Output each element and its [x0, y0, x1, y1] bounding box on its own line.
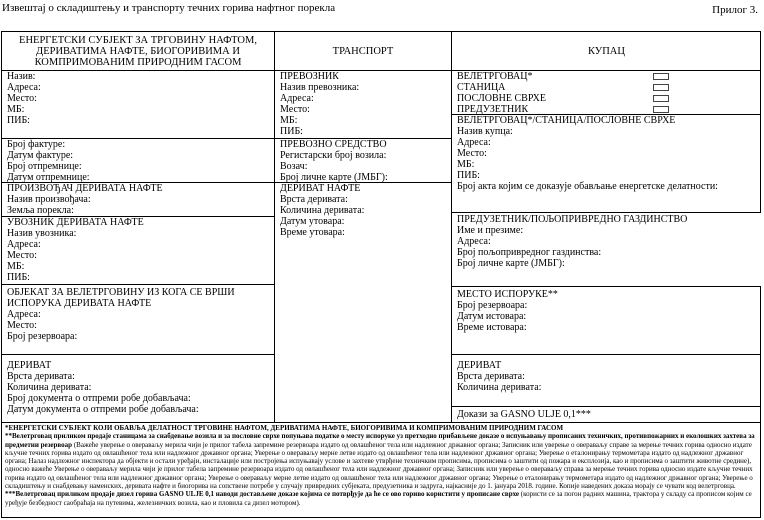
report-table [1, 31, 761, 518]
section-importer [2, 216, 274, 284]
section-derivative-supplier [2, 354, 274, 422]
field-loading-date[interactable]: Датум утовара: [280, 216, 345, 227]
section-invoice [2, 138, 274, 182]
field-buyer-derivative-type[interactable]: Врста деривата: [457, 371, 525, 382]
field-entrepreneur-id[interactable]: Број личне карте (ЈМБГ): [457, 258, 565, 269]
field-place[interactable]: Место: [7, 93, 37, 104]
field-carrier-place[interactable]: Место: [280, 104, 310, 115]
header-transport: ТРАНСПОРТ [332, 45, 394, 57]
header-energy-subject: ЕНЕРГЕТСКИ СУБЈЕКТ ЗА ТРГОВИНУ НАФТОМ, ДЕРИВАТИМА НАФТЕ, БИОГОРИВИМА И КОМПРИМОВАНИМ ПРИРОДНИМ ГАСОМ [19, 34, 257, 68]
field-registration-number[interactable]: Регистарски број возила: [280, 150, 387, 161]
field-name[interactable]: Назив: [7, 71, 36, 82]
section-facility [2, 284, 274, 352]
field-carrier-name[interactable]: Назив превозника: [280, 82, 360, 93]
type-station-label: СТАНИЦА [457, 82, 506, 93]
facility-heading-2: ИСПОРУКА ДЕРИВАТА НАФТЕ [7, 298, 152, 309]
field-buyer-name[interactable]: Назив купца: [457, 126, 513, 137]
section-producer [2, 182, 274, 216]
buyer-derivative-heading: ДЕРИВАТ [457, 360, 502, 371]
field-invoice-number[interactable]: Број фактуре: [7, 139, 66, 150]
field-gasno-proof[interactable]: Докази за GASNO ULJE 0,1*** [457, 409, 591, 420]
field-derivative-quantity[interactable]: Количина деривата: [7, 382, 92, 393]
column-buyer [452, 32, 761, 422]
field-mb[interactable]: МБ: [7, 104, 25, 115]
transport-derivative-heading: ДЕРИВАТ НАФТЕ [280, 183, 361, 194]
field-full-name[interactable]: Име и презиме: [457, 225, 524, 236]
field-importer-mb[interactable]: МБ: [7, 261, 25, 272]
type-business-label: ПОСЛОВНЕ СВРХЕ [457, 93, 547, 104]
checkbox-station[interactable] [653, 84, 669, 91]
field-buyer-mb[interactable]: МБ: [457, 159, 475, 170]
field-delivery-tank[interactable]: Број резервоара: [457, 300, 528, 311]
field-driver[interactable]: Возач: [280, 161, 308, 172]
importer-heading: УВОЗНИК ДЕРИВАТА НАФТЕ [7, 217, 144, 228]
checkbox-wholesaler[interactable] [653, 73, 669, 80]
field-dispatch-date[interactable]: Датум отпремнице: [7, 172, 90, 182]
field-supplier-doc-number[interactable]: Број документа о отпреми робе добављача: [7, 393, 191, 404]
field-energy-act-number[interactable]: Број акта којим се доказује обављање енергетске делатности: [457, 181, 718, 192]
checkbox-business[interactable] [653, 95, 669, 102]
field-dispatch-number[interactable]: Број отпремнице: [7, 161, 82, 172]
field-buyer-derivative-quantity[interactable]: Количина деривата: [457, 382, 542, 393]
field-origin-country[interactable]: Земља порекла: [7, 205, 74, 216]
section-subject [2, 70, 274, 138]
field-importer-address[interactable]: Адреса: [7, 239, 41, 250]
field-entrepreneur-address[interactable]: Адреса: [457, 236, 491, 247]
section-entrepreneur [452, 212, 761, 286]
section-buyer-type [452, 70, 761, 114]
field-importer-place[interactable]: Место: [7, 250, 37, 261]
section-delivery-place [452, 286, 761, 354]
producer-heading: ПРОИЗВОЂАЧ ДЕРИВАТА НАФТЕ [7, 183, 163, 194]
field-carrier-pib[interactable]: ПИБ: [280, 126, 303, 137]
type-entrepreneur-label: ПРЕДУЗЕТНИК [457, 104, 529, 114]
field-derivative-type[interactable]: Врста деривата: [7, 371, 75, 382]
document-title: Извештај о складиштењу и транспорту течних горива нафтног порекла [2, 2, 336, 14]
section-vehicle [275, 138, 451, 182]
checkbox-entrepreneur[interactable] [653, 106, 669, 113]
carrier-heading: ПРЕВОЗНИК [280, 71, 339, 82]
field-supplier-doc-date[interactable]: Датум документа о отпреми робе добављача: [7, 404, 199, 415]
entrepreneur-heading: ПРЕДУЗЕТНИК/ПОЉОПРИВРЕДНО ГАЗДИНСТВО [457, 214, 688, 225]
column-transport [275, 32, 452, 422]
field-facility-address[interactable]: Адреса: [7, 309, 41, 320]
section-gasno-proof [452, 406, 761, 422]
field-loading-time[interactable]: Време утовара: [280, 227, 345, 238]
wholesaler-heading: ВЕЛЕТРГОВАЦ*/СТАНИЦА/ПОСЛОВНЕ СВРХЕ [457, 115, 676, 126]
field-importer-name[interactable]: Назив увозника: [7, 228, 77, 239]
field-buyer-place[interactable]: Место: [457, 148, 487, 159]
facility-heading-1: ОБЈЕКАТ ЗА ВЕЛЕТРГОВИНУ ИЗ КОГА СЕ ВРШИ [7, 287, 235, 298]
field-buyer-address[interactable]: Адреса: [457, 137, 491, 148]
field-carrier-mb[interactable]: МБ: [280, 115, 298, 126]
field-tank-number[interactable]: Број резервоара: [7, 331, 78, 342]
field-producer-name[interactable]: Назив произвођача: [7, 194, 91, 205]
vehicle-heading: ПРЕВОЗНО СРЕДСТВО [280, 139, 387, 150]
field-importer-pib[interactable]: ПИБ: [7, 272, 30, 283]
column-energy-subject [2, 32, 275, 422]
footnote-2: **Велетрговац приликом продаје станицама за снабдевање возила и за пословне сврхе попуњава податке о месту испоруке уз претходно прибављене доказе о испуњавању прописаних техничких, противпожарних и еколошких захтева за предметни резервоар (Важеће уверење о овераваљу мерила чији је прилог табела запремине резервоара издато од овлашћеног тела или надлежног државног органа; Записник или уверење о овераваљу справе за мерење течних горива односно издате кључне течних горива издато од овлашћеног тела или надлежног државног органа; Уверење о овераваљу мерне летве издато од овлашћеног тела или надлежног државног органа; Уверење о еталонирању термометара издато од надлежног државног органа; Налаз надлежног инспектора да објекти и остали уређаји, инсталације или постројења испуњавају услове и захтеве утврђене техничким прописима, прописима о заштити од пожара и експлозија, као и прописима о заштити животне средине), односно важеће Уверење о овераваљу мерила чији је прилог табела запремине резервоара издато од овлашћеног тела или надлежног државног органа; Записник или уверење о овераваљу справа за мерење течних горива односно издате кључне течних горива издато од овлашћеног тела или надлежног државног органа; Уверење о овераваљу мерне летве издато од овлашћеног тела или надлежног државног органа; Уверење о еталонирању термометара издато од надлежног државног органа; Уверење о складиштењу и снабдевању наменских, деривата нафте и биогорива на сопствене потребе у случају привредних субјеката, предузетника и задруга, најкасније до 1. јануара 2018. године. Копије наведених доказа морају се чувати код велетрговца. [5, 432, 755, 491]
section-carrier [275, 70, 451, 138]
footnote-1: *ЕНЕРГЕТСКИ СУБЈЕКТ КОЈИ ОБАВЉА ДЕЛАТНОСТ ТРГОВИНЕ НАФТОМ, ДЕРИВАТИМА НАФТЕ, БИОГОРИВИМА И КОМПРИМОВАНИМ ПРИРОДНИМ ГАСОМ [5, 424, 564, 432]
header-buyer: КУПАЦ [588, 45, 625, 57]
field-driver-id[interactable]: Број личне карте (ЈМБГ): [280, 172, 388, 182]
field-pib[interactable]: ПИБ: [7, 115, 30, 126]
derivative-heading: ДЕРИВАТ [7, 360, 52, 371]
annex-label: Прилог 3. [712, 4, 758, 16]
type-wholesaler-label: ВЕЛЕТРГОВАЦ* [457, 71, 533, 82]
field-farm-number[interactable]: Број пољопривредног газдинства: [457, 247, 602, 258]
field-invoice-date[interactable]: Датум фактуре: [7, 150, 74, 161]
field-buyer-pib[interactable]: ПИБ: [457, 170, 480, 181]
delivery-heading: МЕСТО ИСПОРУКЕ** [457, 289, 558, 300]
field-unloading-date[interactable]: Датум истовара: [457, 311, 527, 322]
field-transport-derivative-type[interactable]: Врста деривата: [280, 194, 348, 205]
field-address[interactable]: Адреса: [7, 82, 41, 93]
section-transport-derivative [275, 182, 451, 422]
footnote-3: ***Велетрговац приликом продаје дизел горива GASNO ULJE 0,1 наводи достављене доказе којима се потврђује да ће се ово гориво користити у прописане сврхе (користи се за погон радних машина, трактора у складу са прописом којим се уређује безбедност саобраћаја на путевима, железничких возила, као и пловила са дизел мотором). [5, 490, 752, 507]
field-unloading-time[interactable]: Време истовара: [457, 322, 527, 333]
field-transport-derivative-quantity[interactable]: Количина деривата: [280, 205, 365, 216]
field-facility-place[interactable]: Место: [7, 320, 37, 331]
field-carrier-address[interactable]: Адреса: [280, 93, 314, 104]
section-buyer-derivative [452, 354, 761, 404]
footnotes [2, 422, 760, 517]
